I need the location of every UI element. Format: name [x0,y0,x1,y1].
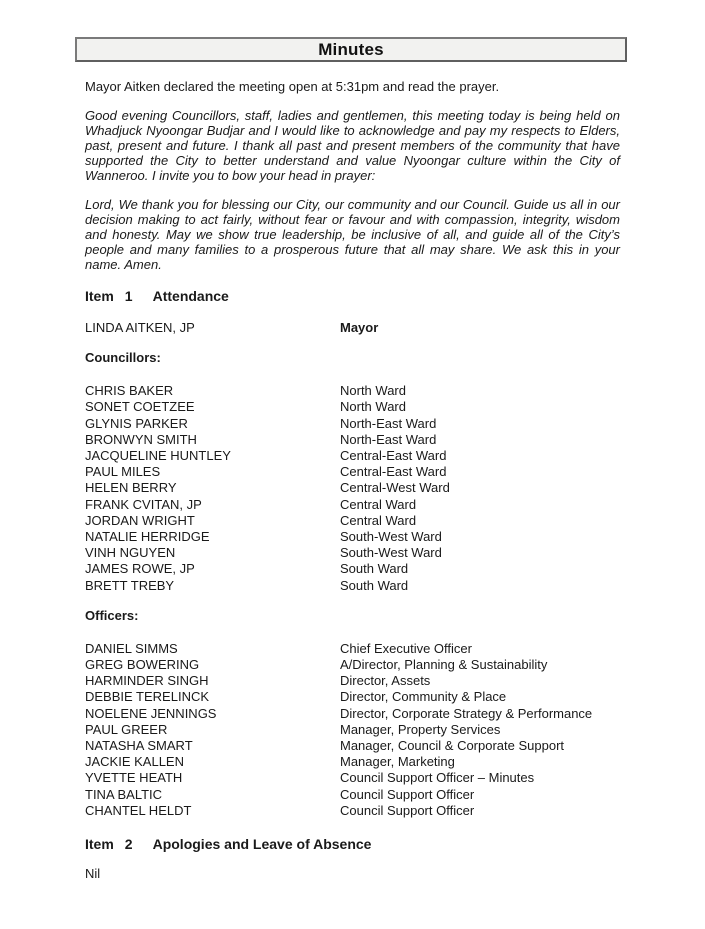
councillor-ward: North-East Ward [340,431,437,447]
councillor-row [85,432,620,448]
officer-role: Director, Corporate Strategy & Performance [340,705,593,721]
officer-row [85,738,620,754]
officers-heading: Officers: [85,607,139,623]
officer-name: GREG BOWERING [85,657,200,673]
document-title-box [75,37,627,62]
officer-row [85,706,620,722]
officer-name: YVETTE HEATH [85,770,183,786]
item-1-number: 1 [124,288,133,304]
item-1-heading [85,288,620,304]
officer-name: HARMINDER SINGH [85,673,209,689]
councillor-row [85,448,620,464]
councillor-ward: Central-West Ward [340,480,450,496]
officer-row [85,689,620,705]
document-content [85,37,620,881]
officer-name: TINA BALTIC [85,786,163,802]
officer-row [85,787,620,803]
officer-role: Chief Executive Officer [340,640,472,656]
councillors-list [85,383,620,594]
councillor-row [85,529,620,545]
item-1-label: Item [85,288,114,304]
officer-name: JACKIE KALLEN [85,754,184,770]
officer-role: Council Support Officer [340,802,475,818]
councillor-name: CHRIS BAKER [85,383,174,399]
councillor-name: BRONWYN SMITH [85,431,197,447]
officer-name: DEBBIE TERELINCK [85,689,210,705]
councillor-ward: South-West Ward [340,545,442,561]
councillor-row [85,464,620,480]
mayor-name: LINDA AITKEN, JP [85,320,195,335]
councillor-ward: Central Ward [340,496,417,512]
officer-role: Director, Assets [340,673,431,689]
officer-row [85,754,620,770]
councillor-name: HELEN BERRY [85,480,177,496]
councillor-row [85,545,620,561]
councillor-ward: Central-East Ward [340,464,447,480]
officer-name: NATASHA SMART [85,738,193,754]
councillor-name: NATALIE HERRIDGE [85,529,210,545]
councillor-name: JACQUELINE HUNTLEY [85,448,231,464]
opening-statement: Mayor Aitken declared the meeting open at 5:31pm and read the prayer. [85,79,500,94]
apologies-value: Nil [85,866,101,882]
officer-name: NOELENE JENNINGS [85,705,217,721]
councillor-ward: North-East Ward [340,415,437,431]
mayor-role: Mayor [340,320,379,335]
item-1-title: Attendance [152,288,229,304]
item-2-title: Apologies and Leave of Absence [152,836,372,853]
officer-role: Council Support Officer – Minutes [340,770,535,786]
officer-row [85,673,620,689]
officer-row [85,803,620,819]
councillor-name: JAMES ROWE, JP [85,561,195,577]
prayer-text: Lord, We thank you for blessing our City, our community and our Council. Guide us all in our decision making to act fairly, without fear or favour and with compassion, integrity, wisdom and honesty. May we show true leadership, be inclusive of all, and guide all of the City’s people and many families to a prosperous future that all may share. We ask this in your name. Amen. [85,197,620,272]
councillor-row [85,399,620,415]
councillor-row [85,513,620,529]
officer-row [85,657,620,673]
officer-role: Council Support Officer [340,786,475,802]
councillors-heading: Councillors: [85,350,161,366]
item-2-number: 2 [124,836,133,853]
officer-role: Manager, Council & Corporate Support [340,738,565,754]
councillor-row [85,561,620,577]
councillor-row [85,578,620,594]
officer-role: Director, Community & Place [340,689,507,705]
officer-name: DANIEL SIMMS [85,640,178,656]
mayor-row [85,320,620,336]
officers-list [85,641,620,819]
councillor-ward: Central Ward [340,512,417,528]
councillor-name: BRETT TREBY [85,577,175,593]
councillor-ward: North Ward [340,399,406,415]
councillor-name: JORDAN WRIGHT [85,512,195,528]
councillor-name: SONET COETZEE [85,399,195,415]
councillor-row [85,497,620,513]
councillor-row [85,480,620,496]
item-2-label: Item [85,836,114,853]
councillor-name: GLYNIS PARKER [85,415,188,431]
councillor-ward: South Ward [340,577,409,593]
officer-name: PAUL GREER [85,721,168,737]
councillor-row [85,416,620,432]
officer-role: Manager, Marketing [340,754,455,770]
councillor-ward: South Ward [340,561,409,577]
officer-row [85,641,620,657]
officer-row [85,722,620,738]
councillor-ward: South-West Ward [340,529,442,545]
item-2-heading [85,836,620,852]
officer-role: Manager, Property Services [340,721,501,737]
councillor-name: VINH NGUYEN [85,545,176,561]
officer-row [85,770,620,786]
document-title: Minutes [318,39,384,59]
officer-name: CHANTEL HELDT [85,802,192,818]
councillor-name: PAUL MILES [85,464,161,480]
officer-role: A/Director, Planning & Sustainability [340,657,548,673]
councillor-name: FRANK CVITAN, JP [85,496,202,512]
councillor-ward: North Ward [340,383,406,399]
acknowledgement-of-country: Good evening Councillors, staff, ladies and gentlemen, this meeting today is being held on Whadjuck Nyoongar Budjar and I would like to acknowledge and pay my respects to Elders, past, present and future. I thank all past and present members of the community that have supported the City to better understand and value Nyoongar culture within the City of Wanneroo. I invite you to bow your head in prayer: [85,108,620,183]
councillor-ward: Central-East Ward [340,448,447,464]
councillor-row [85,383,620,399]
